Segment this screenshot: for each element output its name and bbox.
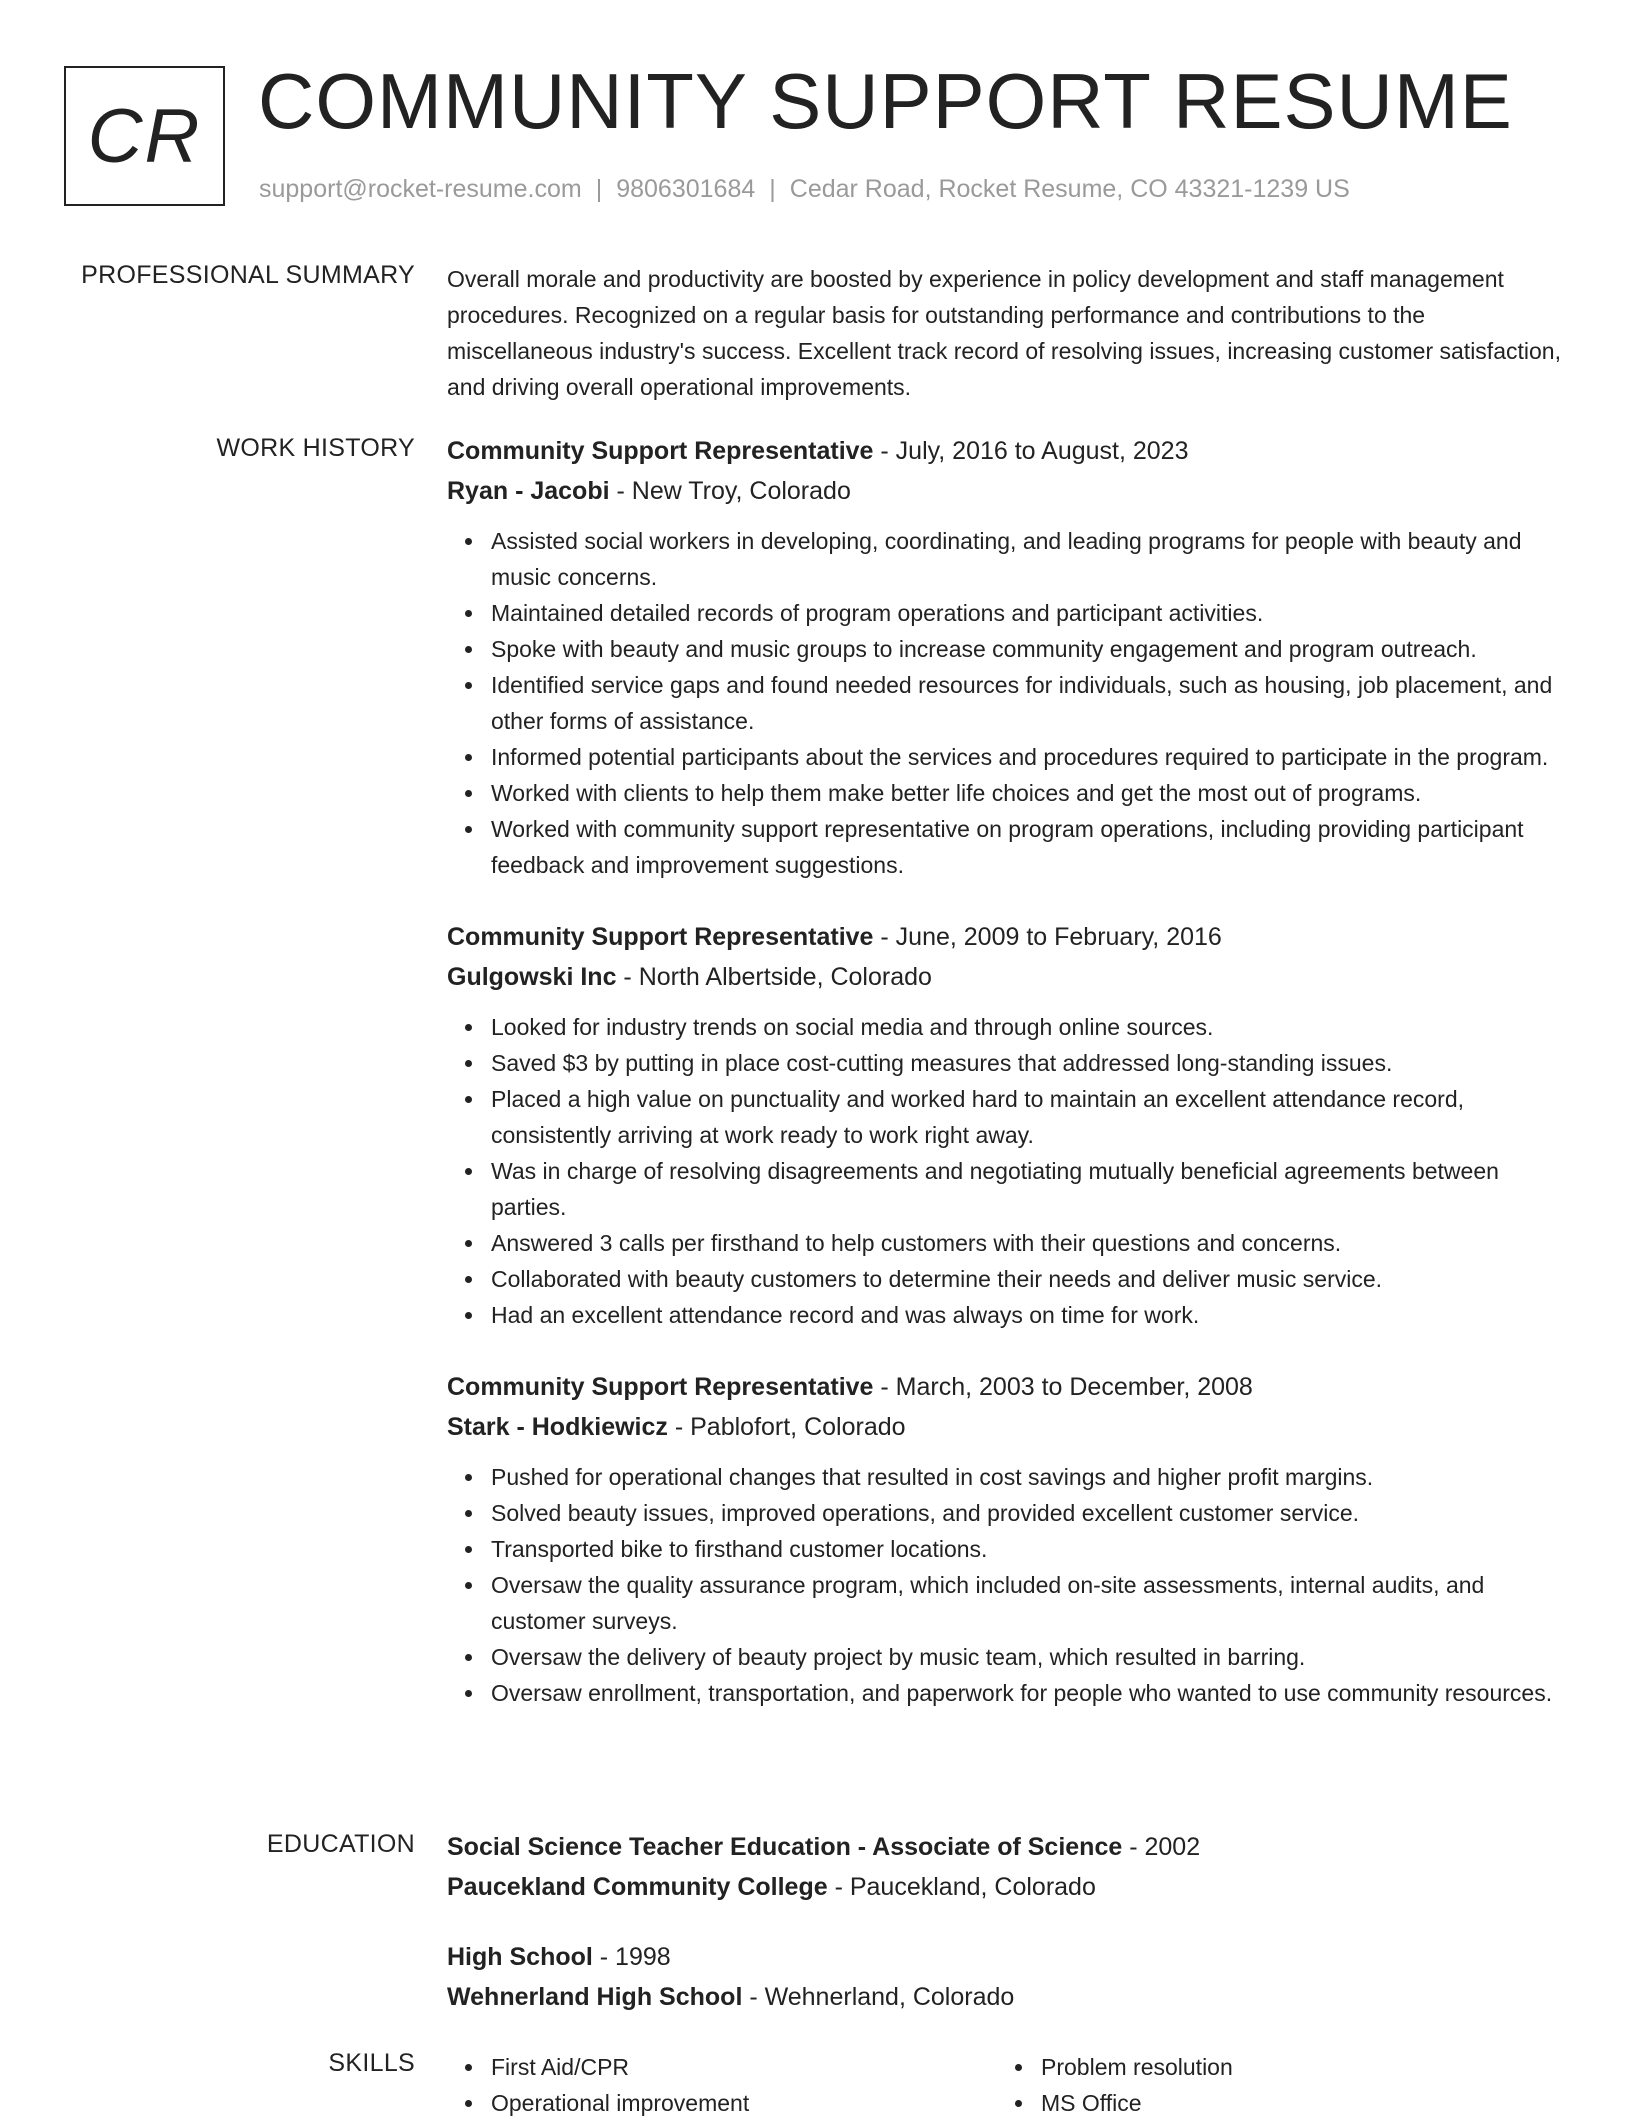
section-title-skills: SKILLS (328, 2049, 415, 2077)
contact-separator: | (595, 175, 603, 203)
education-degree: Social Science Teacher Education - Associate of Science (447, 1833, 1123, 1861)
job-bullet: Maintained detailed records of program operations and participant activities. (491, 595, 1567, 631)
section-title-work-history: WORK HISTORY (216, 434, 415, 462)
job-entry (447, 431, 1567, 883)
summary-body (447, 261, 1567, 405)
job-bullet: Identified service gaps and found needed resources for individuals, such as housing, job placement, and other forms of assistance. (491, 667, 1567, 739)
education-location: - Paucekland, Colorado (827, 1873, 1096, 1901)
education-school-line (447, 1977, 1567, 2017)
skill-item: MS Office (1041, 2085, 1547, 2121)
skill-item: First Aid/CPR (491, 2049, 997, 2085)
job-bullet: Had an excellent attendance record and was always on time for work. (491, 1297, 1567, 1333)
job-location: - New Troy, Colorado (609, 477, 851, 505)
skills-list-right (997, 2049, 1547, 2121)
education-body (447, 1827, 1567, 2047)
job-role: Community Support Representative (447, 437, 874, 465)
job-bullet: Was in charge of resolving disagreements and negotiating mutually beneficial agreements between parties. (491, 1153, 1567, 1225)
job-bullet: Oversaw the quality assurance program, which included on-site assessments, internal audits, and customer surveys. (491, 1567, 1567, 1639)
job-title-line (447, 917, 1567, 957)
contact-address: Cedar Road, Rocket Resume, CO 43321-1239 US (789, 175, 1350, 203)
education-entry (447, 1937, 1567, 2017)
job-bullet: Oversaw enrollment, transportation, and paperwork for people who wanted to use community resources. (491, 1675, 1567, 1711)
summary-text: Overall morale and productivity are boosted by experience in policy development and staff management procedures. Recognized on a regular basis for outstanding performance and contributions to the miscellaneous industry's success. Excellent track record of resolving issues, increasing customer satisfaction, and driving overall operational improvements. (447, 266, 1561, 400)
skill-item: Operational improvement (491, 2085, 997, 2121)
job-bullet: Answered 3 calls per firsthand to help customers with their questions and concerns. (491, 1225, 1567, 1261)
job-bullet: Worked with community support representative on program operations, including providing participant feedback and improvement suggestions. (491, 811, 1567, 883)
education-degree-line (447, 1937, 1567, 1977)
education-degree-line (447, 1827, 1567, 1867)
job-bullet: Oversaw the delivery of beauty project by music team, which resulted in barring. (491, 1639, 1567, 1675)
job-bullet: Spoke with beauty and music groups to increase community engagement and program outreach. (491, 631, 1567, 667)
education-school-line (447, 1867, 1567, 1907)
job-bullet: Assisted social workers in developing, coordinating, and leading programs for people with beauty and music concerns. (491, 523, 1567, 595)
job-bullet: Transported bike to firsthand customer locations. (491, 1531, 1567, 1567)
education-degree: High School (447, 1943, 593, 1971)
job-bullet: Saved $3 by putting in place cost-cutting measures that addressed long-standing issues. (491, 1045, 1567, 1081)
job-bullet-list (447, 1459, 1567, 1711)
job-role: Community Support Representative (447, 1373, 874, 1401)
job-title-line (447, 431, 1567, 471)
job-company-line (447, 957, 1567, 997)
job-bullet: Placed a high value on punctuality and worked hard to maintain an excellent attendance record, consistently arriving at work ready to work right away. (491, 1081, 1567, 1153)
job-entry (447, 1367, 1567, 1711)
education-year: - 1998 (592, 1943, 671, 1971)
job-dates: - March, 2003 to December, 2008 (873, 1373, 1253, 1401)
job-bullet: Worked with clients to help them make better life choices and get the most out of programs. (491, 775, 1567, 811)
job-location: - Pablofort, Colorado (667, 1413, 906, 1441)
job-entry (447, 917, 1567, 1333)
job-company-line (447, 471, 1567, 511)
job-bullet: Pushed for operational changes that resulted in cost savings and higher profit margins. (491, 1459, 1567, 1495)
section-title-education: EDUCATION (266, 1830, 415, 1858)
job-role: Community Support Representative (447, 923, 874, 951)
education-school: Wehnerland High School (447, 1983, 743, 2011)
contact-separator: | (769, 175, 776, 203)
job-location: - North Albertside, Colorado (616, 963, 932, 991)
work-history-body (447, 431, 1567, 1745)
resume-title: COMMUNITY SUPPORT RESUME (258, 57, 1513, 145)
job-bullet: Looked for industry trends on social media and through online sources. (491, 1009, 1567, 1045)
job-bullet-list (447, 1009, 1567, 1333)
job-dates: - June, 2009 to February, 2016 (873, 923, 1222, 951)
contact-line (259, 175, 1350, 204)
education-year: - 2002 (1122, 1833, 1201, 1861)
job-company-line (447, 1407, 1567, 1447)
contact-email: support@rocket-resume.com (259, 175, 582, 203)
skill-item: Problem resolution (1041, 2049, 1547, 2085)
job-bullet: Solved beauty issues, improved operations, and provided excellent customer service. (491, 1495, 1567, 1531)
section-title-summary: PROFESSIONAL SUMMARY (81, 261, 415, 289)
job-company: Stark - Hodkiewicz (447, 1413, 668, 1441)
skills-grid (447, 2049, 1567, 2121)
job-bullet-list (447, 523, 1567, 883)
education-entry (447, 1827, 1567, 1907)
job-bullet: Informed potential participants about the services and procedures required to participate in the program. (491, 739, 1567, 775)
job-bullet: Collaborated with beauty customers to determine their needs and deliver music service. (491, 1261, 1567, 1297)
skills-list-left (447, 2049, 997, 2121)
contact-phone: 9806301684 (616, 175, 756, 203)
job-title-line (447, 1367, 1567, 1407)
job-company: Ryan - Jacobi (447, 477, 610, 505)
education-location: - Wehnerland, Colorado (742, 1983, 1015, 2011)
job-dates: - July, 2016 to August, 2023 (873, 437, 1189, 465)
skills-body (447, 2049, 1567, 2121)
job-company: Gulgowski Inc (447, 963, 617, 991)
education-school: Paucekland Community College (447, 1873, 828, 1901)
initials-monogram: CR (64, 66, 225, 206)
